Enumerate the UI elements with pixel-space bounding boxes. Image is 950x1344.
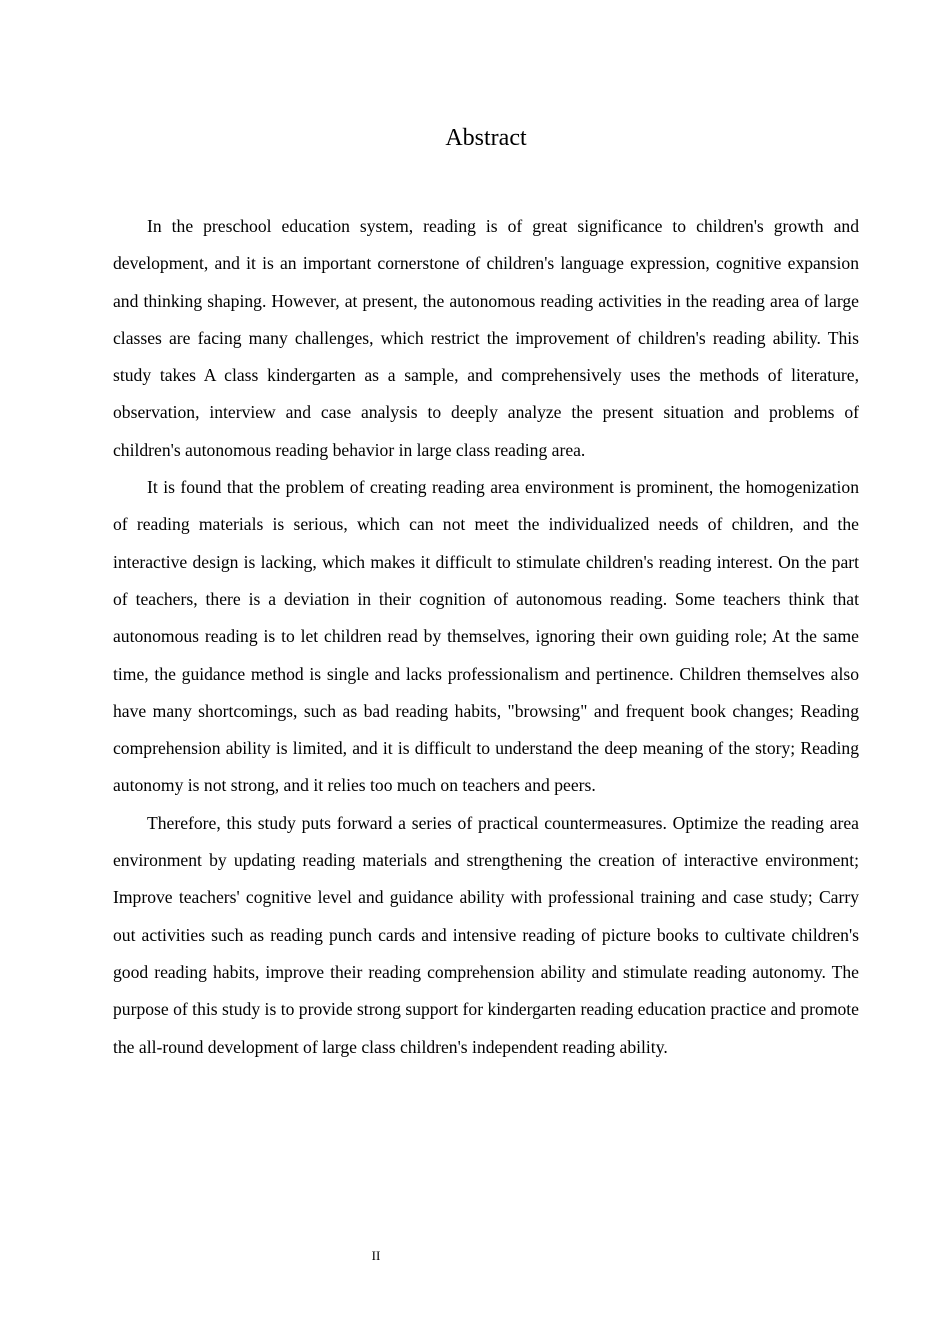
abstract-paragraph-3: Therefore, this study puts forward a series of practical countermeasures. Optimize the reading area environment by updating reading materials and strengthening the creation of interactive environment; Improve teachers' cognitive level and guidance ability with professional training and case study; Carry out activities such as reading punch cards and intensive reading of picture books to cultivate children's good reading habits, improve their reading comprehension ability and stimulate reading autonomy. The purpose of this study is to provide strong support for kindergarten reading education practice and promote the all-round development of large class children's independent reading ability.: [113, 812, 859, 1057]
abstract-body: [113, 208, 859, 1066]
abstract-title: Abstract: [445, 125, 527, 151]
abstract-paragraph-2: It is found that the problem of creating reading area environment is prominent, the homogenization of reading materials is serious, which can not meet the individualized needs of children, and the interactive design is lacking, which makes it difficult to stimulate children's reading interest. On the part of teachers, there is a deviation in their cognition of autonomous reading. Some teachers think that autonomous reading is to let children read by themselves, ignoring their own guiding role; At the same time, the guidance method is single and lacks professionalism and pertinence. Children themselves also have many shortcomings, such as bad reading habits, "browsing" and frequent book changes; Reading comprehension ability is limited, and it is difficult to understand the deep meaning of the story; Reading autonomy is not strong, and it relies too much on teachers and peers.: [113, 477, 859, 796]
page-number: II: [371, 1248, 381, 1263]
abstract-paragraph-1: In the preschool education system, reading is of great significance to children's growth and development, and it is an important cornerstone of children's language expression, cognitive expansion and thinking shaping. However, at present, the autonomous reading activities in the reading area of large classes are facing many challenges, which restrict the improvement of children's reading ability. This study takes A class kindergarten as a sample, and comprehensively uses the methods of literature, observation, interview and case analysis to deeply analyze the present situation and problems of children's autonomous reading behavior in large class reading area.: [113, 216, 859, 460]
